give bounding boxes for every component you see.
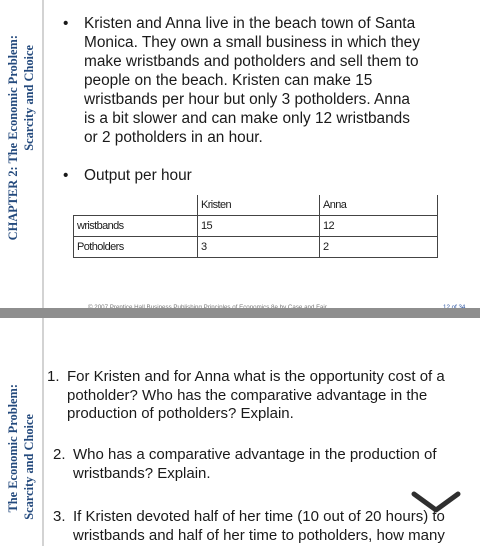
slide-separator (0, 308, 480, 318)
sidebar-title-line2: Scarcity and Choice (22, 414, 36, 520)
chapter-sidebar (0, 0, 44, 318)
question-text: Who has a comparative advantage in the production of wristbands? Explain. (73, 446, 437, 482)
bullet-dot: • (63, 15, 69, 32)
table-header-cell (74, 195, 198, 216)
question-text: For Kristen and for Anna what is the opportunity cost of a potholder? Who has the comparative advantage in the production of potholders? Explain. (67, 368, 445, 422)
bullet-intro (63, 14, 422, 147)
bullet-dot: • (63, 167, 69, 184)
sidebar-title-line2: Scarcity and Choice (22, 45, 36, 151)
question-2 (53, 446, 468, 483)
table-header-cell: Kristen (198, 195, 320, 216)
table-row (74, 216, 438, 237)
sidebar-title-line1: The Economic Problem: (6, 384, 20, 513)
table-cell: 2 (320, 237, 438, 258)
bullet-output (63, 166, 384, 185)
question-number: 3. (53, 508, 66, 525)
sidebar-title-line1: CHAPTER 2: The Economic Problem: (6, 35, 20, 241)
output-table (73, 195, 438, 258)
table-row (74, 237, 438, 258)
question-number: 2. (53, 446, 66, 463)
table-header-cell: Anna (320, 195, 438, 216)
question-1 (47, 368, 462, 424)
table-cell: 15 (198, 216, 320, 237)
slide-bottom (0, 318, 480, 546)
table-cell: 3 (198, 237, 320, 258)
bullet-output-text: Output per hour (84, 167, 192, 184)
table-header-row (74, 195, 438, 216)
table-cell: wristbands (74, 216, 198, 237)
chevron-down-icon[interactable] (410, 490, 462, 516)
question-3 (53, 508, 468, 545)
question-number: 1. (47, 368, 60, 385)
table-cell: Potholders (74, 237, 198, 258)
table-cell: 12 (320, 216, 438, 237)
bullet-intro-text: Kristen and Anna live in the beach town of Santa Monica. They own a small business in which they make wristbands and potholders and sell them to people on the beach. Kristen can make 15 wristbands per hour but only 3 potholders. Anna is a bit slower and can make only 12 wristbands or 2 potholders in an hour. (84, 15, 420, 146)
question-text: If Kristen devoted half of her time (10 out of 20 hours) to wristbands and half of her time to potholders, how many (73, 508, 445, 544)
chapter-sidebar (0, 318, 44, 546)
